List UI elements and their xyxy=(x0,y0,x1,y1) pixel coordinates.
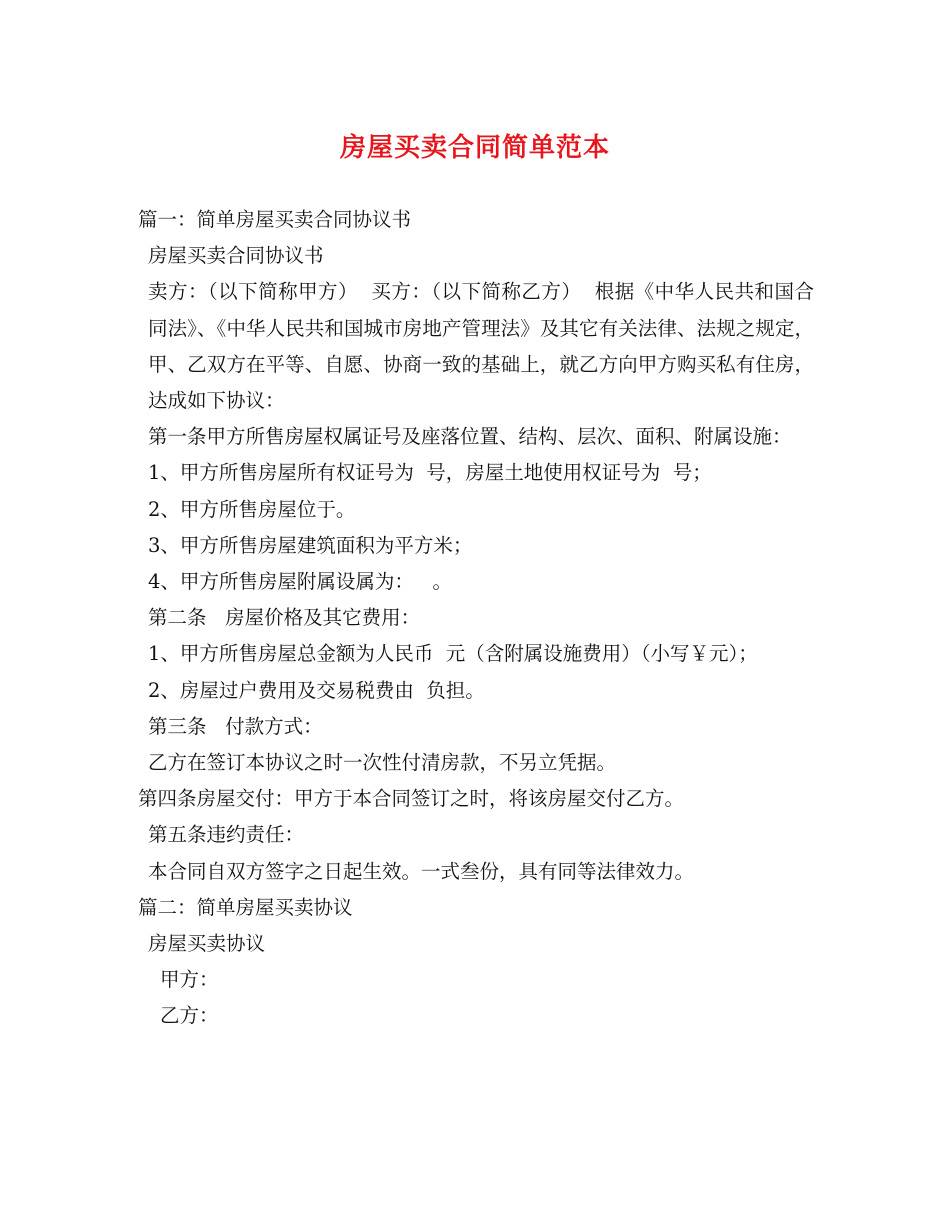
paragraph: 第五条违约责任： xyxy=(148,823,305,847)
paragraph: 卖方：（以下简称甲方） 买方：（以下简称乙方） 根据《中华人民共和国合同法》、《中华人民共和国城市房地产管理法》及其它有关法律、法规之规定，甲、乙双方在平等、自愿、协商一致的基础上，就乙方向甲方购买私有住房，达成如下协议： xyxy=(148,280,814,413)
paragraph: 2、甲方所售房屋位于。 xyxy=(148,497,356,521)
paragraph: 甲方： xyxy=(160,968,219,992)
paragraph: 第四条房屋交付：甲方于本合同签订之时，将该房屋交付乙方。 xyxy=(138,787,685,811)
paragraph: 第三条 付款方式： xyxy=(148,714,323,738)
paragraph: 第一条甲方所售房屋权属证号及座落位置、结构、层次、面积、附属设施： xyxy=(148,425,792,449)
paragraph: 篇二：简单房屋买卖协议 xyxy=(138,895,353,919)
paragraph: 第二条 房屋价格及其它费用： xyxy=(148,606,421,630)
paragraph: 乙方在签订本协议之时一次性付清房款，不另立凭据。 xyxy=(148,751,617,775)
paragraph: 1、甲方所售房屋所有权证号为 号，房屋土地使用权证号为 号； xyxy=(148,461,712,485)
paragraph: 房屋买卖合同协议书 xyxy=(148,244,324,268)
paragraph: 4、甲方所售房屋附属设属为： 。 xyxy=(148,570,453,594)
paragraph: 房屋买卖协议 xyxy=(148,932,266,956)
paragraph: 本合同自双方签字之日起生效。一式叁份，具有同等法律效力。 xyxy=(148,859,695,883)
document-body xyxy=(138,202,814,1035)
paragraph: 篇一：简单房屋买卖合同协议书 xyxy=(138,208,412,231)
document-title: 房屋买卖合同简单范本 xyxy=(339,133,610,163)
paragraph: 1、甲方所售房屋总金额为人民币 元（含附属设施费用）（小写￥元）； xyxy=(148,642,758,666)
paragraph: 2、房屋过户费用及交易税费由 负担。 xyxy=(148,678,485,702)
paragraph: 3、甲方所售房屋建筑面积为平方米； xyxy=(148,533,473,557)
paragraph: 乙方： xyxy=(160,1004,219,1028)
